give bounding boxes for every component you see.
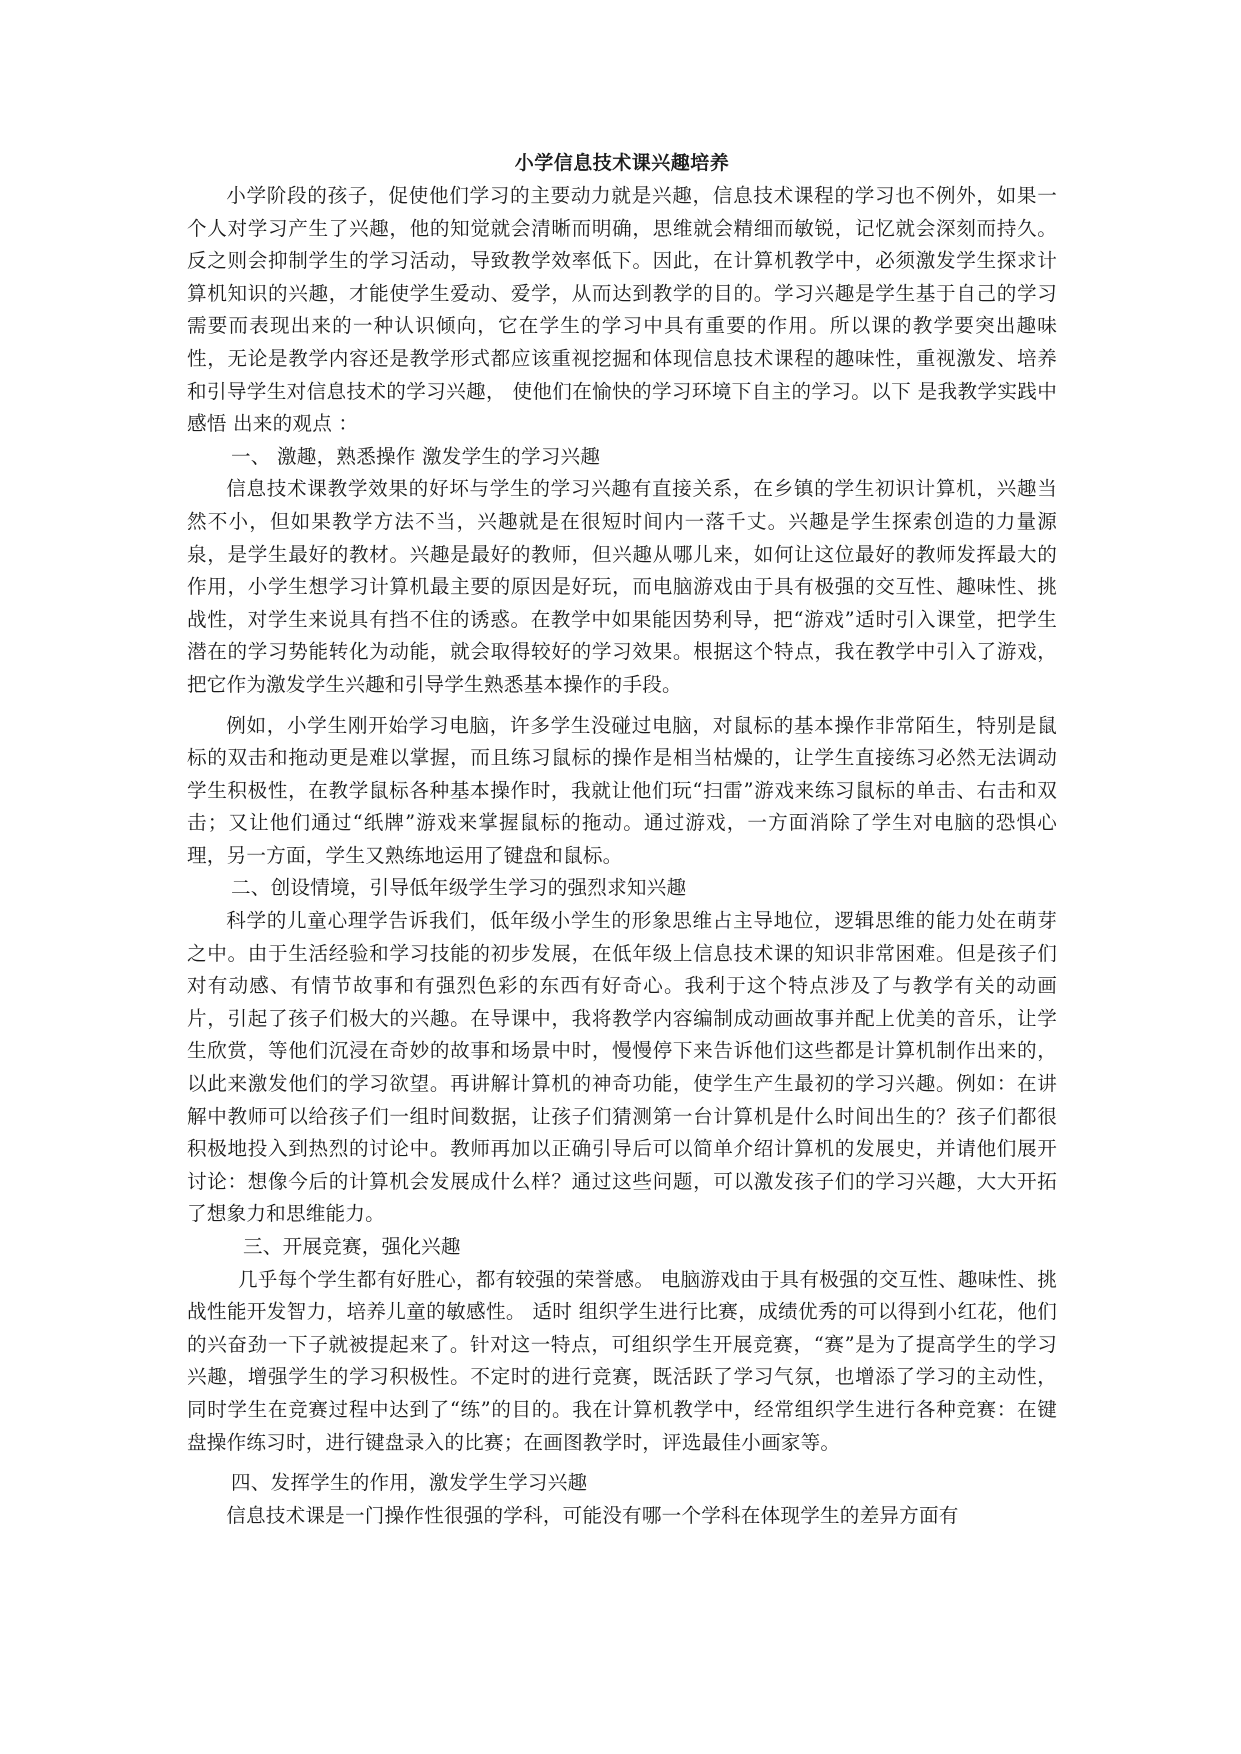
section-heading-4: 四、发挥学生的作用，激发学生学习兴趣 (231, 1471, 588, 1495)
section-heading-3: 三、开展竞赛，强化兴趣 (243, 1235, 461, 1258)
section-1-paragraph-1: 信息技术课教学效果的好坏与学生的学习兴趣有直接关系，在乡镇的学生初识计算机，兴趣当然不小，但如果教学方法不当，兴趣就是在很短时间内一落千丈。兴趣是学生探索创造的力量源泉，是学生最好的教材。兴趣是最好的教师，但兴趣从哪儿来，如何让这位最好的教师发挥最大的作用，小学生想学习计算机最主要的原因是好玩，而电脑游戏由于具有极强的交互性、趣味性、挑战性，对学生来说具有挡不住的诱惑。在教学中如果能因势利导，把“游戏”适时引入课堂，把学生潜在的学习势能转化为动能，就会取得较好的学习效果。根据这个特点，我在教学中引入了游戏，把它作为激发学生兴趣和引导学生熟悉基本操作的手段。 (187, 477, 1057, 696)
section-heading-1: 一、 激趣，熟悉操作 激发学生的学习兴趣 (231, 444, 601, 468)
section-4-paragraph-1: 信息技术课是一门操作性很强的学科，可能没有哪一个学科在体现学生的差异方面有 (226, 1503, 959, 1527)
document-title: 小学信息技术课兴趣培养 (514, 152, 730, 174)
paragraph-spacer (187, 1459, 1057, 1467)
section-2-paragraph-1: 科学的儿童心理学告诉我们，低年级小学生的形象思维占主导地位，逻辑思维的能力处在萌芽之中。由于生活经验和学习技能的初步发展，在低年级上信息技术课的知识非常困难。但是孩子们对有动感、有情节故事和有强烈色彩的东西有好奇心。我利于这个特点涉及了与教学有关的动画片，引起了孩子们极大的兴趣。在导课中，我将教学内容编制成动画故事并配上优美的音乐，让学生欣赏，等他们沉浸在奇妙的故事和场景中时，慢慢停下来告诉他们这些都是计算机制作出来的，以此来激发他们的学习欲望。再讲解计算机的神奇功能，使学生产生最初的学习兴趣。例如：在讲解中教师可以给孩子们一组时间数据，让孩子们猜测第一台计算机是什么时间出生的？孩子们都很积极地投入到热烈的讨论中。教师再加以正确引导后可以简单介绍计算机的发展史，并请他们展开讨论：想像今后的计算机会发展成什么样？通过这些问题，可以激发孩子们的学习兴趣，大大开拓了想象力和思维能力。 (187, 909, 1057, 1226)
section-heading-2: 二、创设情境，引导低年级学生学习的强烈求知兴趣 (231, 876, 687, 900)
section-1-paragraph-2: 例如，小学生刚开始学习电脑，许多学生没碰过电脑，对鼠标的基本操作非常陌生，特别是鼠标的双击和拖动更是难以掌握，而且练习鼠标的操作是相当枯燥的，让学生直接练习必然无法调动学生积极性，在教学鼠标各种基本操作时，我就让他们玩“扫雷”游戏来练习鼠标的单击、右击和双击；又让他们通过“纸牌”游戏来掌握鼠标的拖动。通过游戏，一方面消除了学生对电脑的恐惧心理，另一方面，学生又熟练地运用了键盘和鼠标。 (187, 713, 1057, 867)
document-page (187, 148, 1057, 1532)
paragraph-spacer (187, 702, 1057, 710)
section-3-paragraph-1: 几乎每个学生都有好胜心，都有较强的荣誉感。 电脑游戏由于具有极强的交互性、趣味性、挑战性能开发智力，培养儿童的敏感性。 适时 组织学生进行比赛，成绩优秀的可以得到小红花，他们的兴奋劲一下子就被提起来了。针对这一特点，可组织学生开展竞赛，“赛”是为了提高学生的学习兴趣，增强学生的学习积极性。不定时的进行竞赛，既活跃了学习气氛，也增添了学习的主动性，同时学生在竞赛过程中达到了“练”的目的。我在计算机教学中，经常组织学生进行各种竞赛：在键盘操作练习时，进行键盘录入的比赛；在画图教学时，评选最佳小画家等。 (187, 1267, 1057, 1454)
intro-paragraph: 小学阶段的孩子，促使他们学习的主要动力就是兴趣，信息技术课程的学习也不例外，如果一个人对学习产生了兴趣，他的知觉就会清晰而明确，思维就会精细而敏锐，记忆就会深刻而持久。反之则会抑制学生的学习活动，导致教学效率低下。因此，在计算机教学中，必须激发学生探求计算机知识的兴趣，才能使学生爱动、爱学，从而达到教学的目的。学习兴趣是学生基于自己的学习需要而表现出来的一种认识倾向，它在学生的学习中具有重要的作用。所以课的教学要突出趣味性，无论是教学内容还是教学形式都应该重视挖掘和体现信息技术课程的趣味性，重视激发、培养和引导学生对信息技术的学习兴趣， 使他们在愉快的学习环境下自主的学习。以下 是我教学实践中 感悟 出来的观点 ： (187, 184, 1057, 436)
